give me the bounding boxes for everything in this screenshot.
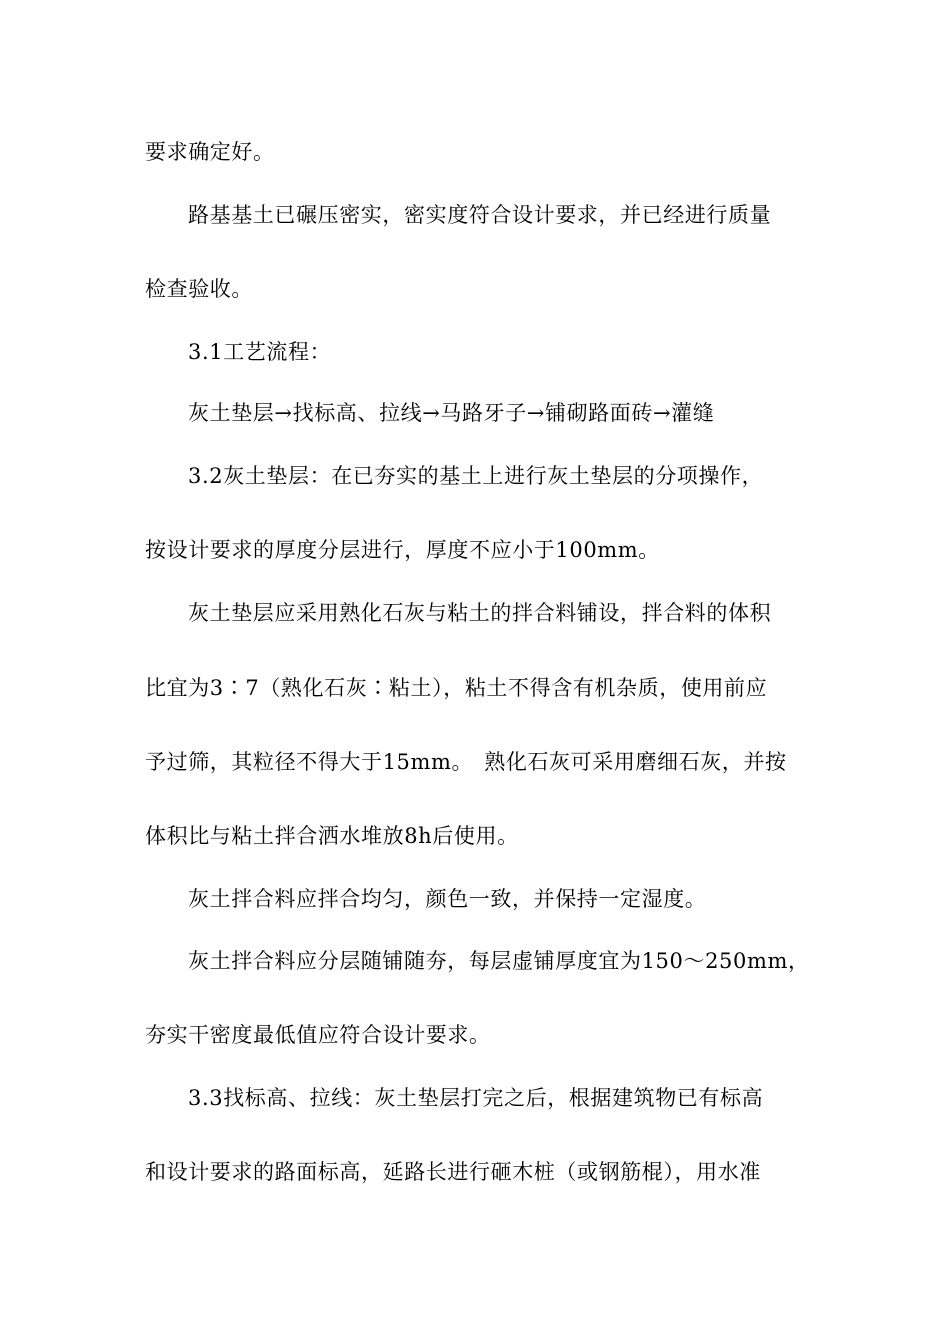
text-line-11: 体积比与粘土拌合洒水堆放8h后使用。 bbox=[145, 824, 519, 848]
section-heading-3-2: 3.2灰土垫层：在已夯实的基土上进行灰土垫层的分项操作， bbox=[188, 464, 764, 488]
text-line-2: 路基基土已碾压密实，密实度符合设计要求，并已经进行质量 bbox=[188, 203, 772, 227]
text-line-16: 和设计要求的路面标高，延路长进行砸木桩（或钢筋棍），用水准 bbox=[145, 1160, 761, 1184]
text-line-8: 灰土垫层应采用熟化石灰与粘土的拌合料铺设，拌合料的体积 bbox=[188, 601, 772, 625]
text-line-14: 夯实干密度最低值应符合设计要求。 bbox=[145, 1023, 491, 1047]
text-line-3: 检查验收。 bbox=[145, 277, 253, 301]
text-line-10: 予过筛，其粒径不得大于15mm。 熟化石灰可采用磨细石灰，并按 bbox=[145, 750, 787, 774]
section-heading-3-3: 3.3找标高、拉线：灰土垫层打完之后，根据建筑物已有标高 bbox=[188, 1086, 764, 1110]
text-line-9: 比宜为3∶7（熟化石灰∶粘土），粘土不得含有机杂质，使用前应 bbox=[145, 676, 768, 700]
text-line-13: 灰土拌合料应分层随铺随夯，每层虚铺厚度宜为150～250mm， bbox=[188, 949, 810, 973]
section-heading-3-1: 3.1工艺流程： bbox=[188, 340, 332, 364]
text-line-1: 要求确定好。 bbox=[145, 140, 275, 164]
text-line-7: 按设计要求的厚度分层进行，厚度不应小于100mm。 bbox=[145, 538, 660, 562]
text-line-12: 灰土拌合料应拌合均匀，颜色一致，并保持一定湿度。 bbox=[188, 887, 707, 911]
process-flow-line: 灰土垫层→找标高、拉线→马路牙子→铺砌路面砖→灌缝 bbox=[188, 401, 715, 425]
